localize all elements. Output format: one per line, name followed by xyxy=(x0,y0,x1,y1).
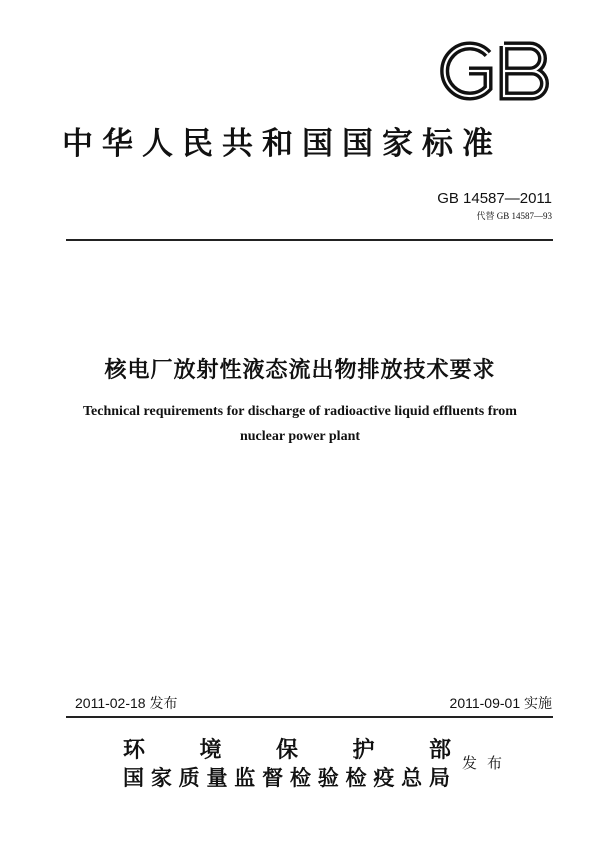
issue-date: 2011-02-18 发布 xyxy=(75,695,178,711)
issuer-ministry: 环境保护部 xyxy=(123,737,451,763)
document-title-english-line2: nuclear power plant xyxy=(239,429,361,444)
replaces-standard: 代替 GB 14587—93 xyxy=(476,211,552,221)
document-title-chinese: 核电厂放射性液态流出物排放技术要求 xyxy=(104,358,496,383)
implementation-date: 2011-09-01 实施 xyxy=(449,695,552,711)
issuer-aqsiq: 国家质量监督检验检疫总局 xyxy=(123,765,451,790)
footer-divider xyxy=(66,716,553,718)
document-title-english-line1: Technical requirements for discharge of radioactive liquid effluents from xyxy=(83,404,517,419)
standard-number: GB 14587—2011 xyxy=(437,190,552,207)
published-label: 发布 xyxy=(462,754,513,772)
gb-logo xyxy=(436,40,554,102)
header-divider xyxy=(66,239,553,241)
standard-organization-title: 中华人民共和国国家标准 xyxy=(62,126,502,162)
